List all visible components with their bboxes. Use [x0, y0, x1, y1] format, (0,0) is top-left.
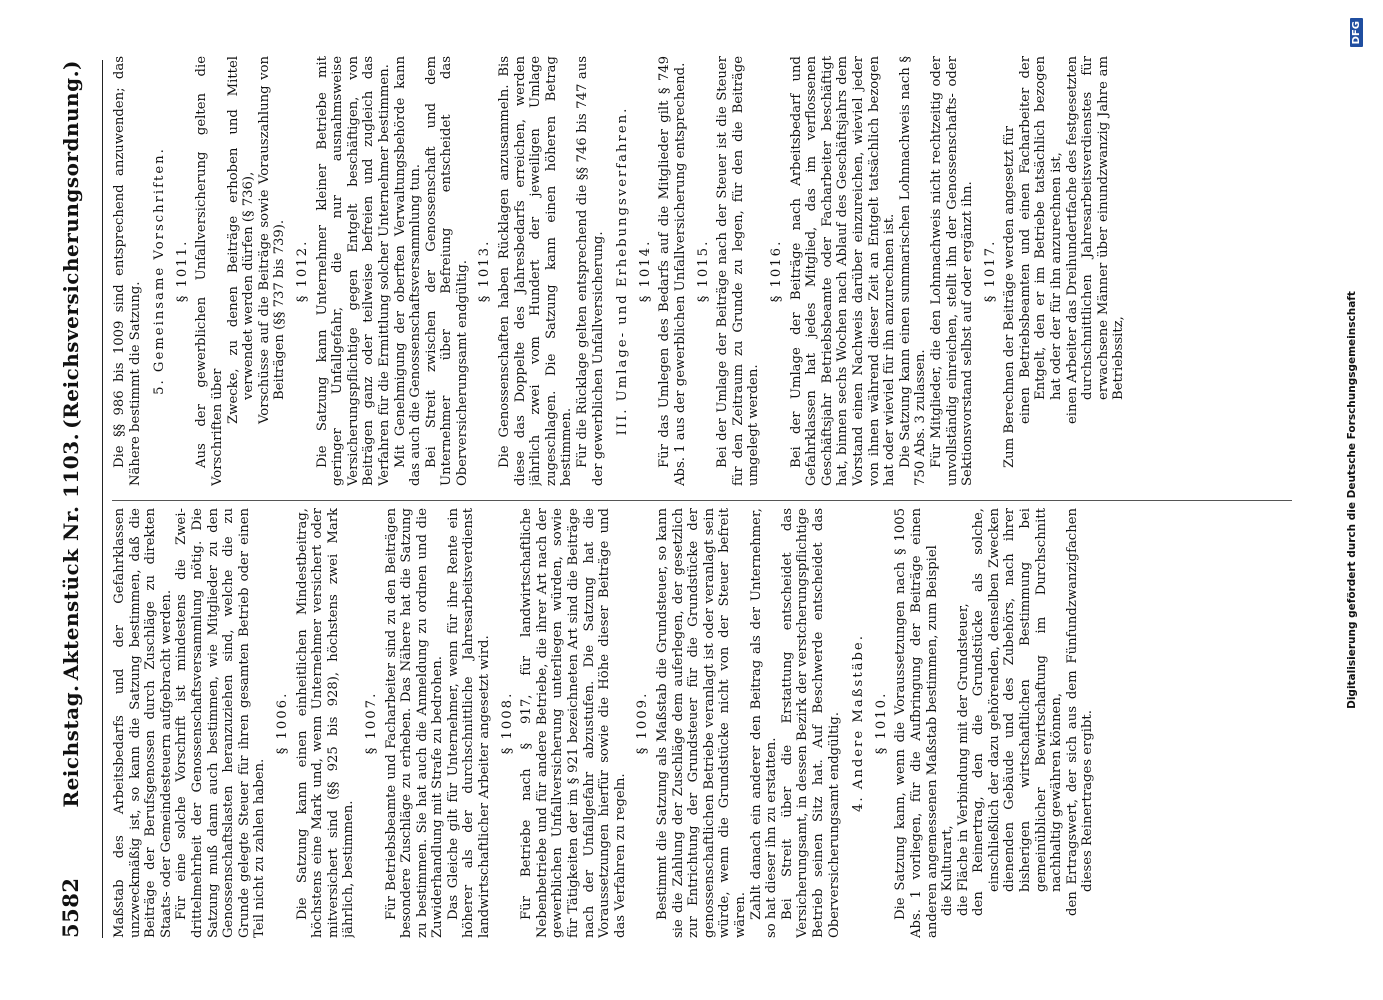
paragraph: Zahlt danach ein anderer den Beitrag als der Unternehmer, so hat dieser ihn zu erstatten. — [748, 508, 780, 938]
paragraph: Die Satzung kann einen einheitlichen Mindestbeitrag, höchstens eine Mark und, wenn Unternehmer versichert oder mitversichert sind (§§ 925 bis 928), höchstens zwei Mark jährlich, bestimmen. — [294, 508, 357, 938]
paragraph: Aus der gewerblichen Unfallversicherung gelten die Vorschriften über — [194, 56, 225, 486]
paragraph: Bei Streit zwischen der Genossenschaft und dem Unternehmer über Befreiung entscheidet das Oberversicherungsamt endgültig. — [423, 56, 470, 486]
section-number: § 1015. — [695, 239, 711, 303]
paragraph: Die Satzung kann, wenn die Voraussetzungen nach § 1005 Abs. 1 vorliegen, für die Aufbringung der Beiträge einen anderen angemessenen Maßstab bestimmen, zum Beispiel — [893, 508, 940, 938]
header-title-aktenstueck: Aktenstück Nr. 1103. — [59, 432, 83, 681]
paragraph: Für Mitglieder, die den Lohnnachweis nicht rechtzeitig oder unvollständig einreichen, stellt ihn der Genossenschafts- oder Sektionsvorstand selbst auf oder ergänzt ihn. — [928, 56, 976, 486]
digitization-credit: Digitalisierung gefördert durch die Deutsche Forschungsgemeinschaft — [1346, 291, 1358, 709]
left-column — [112, 508, 1312, 938]
paragraph: Die §§ 986 bis 1009 sind entsprechend anzuwenden; das Nähere bestimmt die Satzung. — [112, 56, 143, 486]
paragraph: Für eine solche Vorschrift ist mindestens die Zwei-drittelmehrheit der Genossenschaftsversammlung nötig. Die Satzung muß dann auch bestimmen, wie Mitglieder zu den Genossenschaftslasten heranzuziehen sind, welche die zu Grunde gelegte Steuer für ihren gesamten Betrieb oder einen Teil nicht zu zahlen haben. — [174, 508, 268, 938]
list-item: einen Arbeiter das Dreihundertfache des festgesetzten durchschnittlichen Jahresarbeitsverdienstes für erwachsene Männer über einundzwanzig Jahre am Betriebssitz, — [1064, 56, 1127, 424]
right-column — [112, 56, 1312, 486]
dfg-logo: DFG — [1350, 18, 1363, 47]
paragraph: Bestimmt die Satzung als Maßstab die Grundsteuer, so kann sie die Zahlung der Zuschläge dem auferlegen, der gesetzlich zur Entrichtung der Grundsteuer für die Grundstücke der genossenschaftlichen Betriebe veranlagt ist oder veranlagt sein würde, wenn die Grundstücke nicht von der Steuer befreit wären. — [655, 508, 748, 938]
list-item: den Reinertrag, den die Grundstücke als solche, einschließlich der dazu gehörenden, denselben Zwecken dienenden Gebäude und des Zubehörs, nach ihrer bisherigen wirtschaftlichen Bestimmung bei gemeinüblicher Bewirtschaftung im Durchschnitt nachhaltig gewähren können, — [971, 508, 1065, 916]
paragraph: Die Satzung kann einen summarischen Lohnnachweis nach § 750 Abs. 3 zulassen. — [897, 56, 929, 486]
paragraph: Maßstab des Arbeitsbedarfs und der Gefahrklassen unzweckmäßig ist, so kann die Satzung bestimmen, daß die Beiträge der Berufsgenossen durch Zuschläge zu direkten Staats- oder Gemeindesteuern aufgebracht werden. — [112, 508, 174, 938]
paragraph: Bei der Umlage der Beiträge nach Arbeitsbedarf und Gefahrklassen hat jedes Mitglied, das im verflossenen Geschäftsjahr Betriebsbeamte oder Facharbeiter beschäftigt hat, binnen sechs Wochen nach Ablauf des Geschäftsjahrs dem Vorstand einen Nachweis darüber einzureichen, wieviel jeder von ihnen während dieser Zeit an Entgelt tatsächlich bezogen hat oder wieviel für ihn anzurechnen ist. — [788, 56, 898, 486]
section-number: § 1014. — [637, 239, 653, 303]
section-number: § 1011. — [174, 239, 190, 303]
paragraph: Das Gleiche gilt für Unternehmer, wenn für ihre Rente ein höherer als der durchschnittliche Jahresarbeitsverdienst landwirtschaftlicher Arbeiter angesetzt wird. — [445, 508, 493, 938]
paragraph: Für die Rücklage gelten entsprechend die §§ 746 bis 747 aus der gewerblichen Unfallversicherung. — [575, 56, 606, 486]
paragraph: Für Betriebe nach § 917, für landwirtschaftliche Nebenbetriebe und für andere Betriebe, die ihrer Art nach der gewerblichen Unfallversicherung unterliegen würden, sowie für Tätigkeiten der im § 921 bezeichneten Art sind die Beiträge nach der Unfallgefahr abzustufen. Die Satzung hat die Voraussetzungen hierfür sowie die Höhe dieser Beiträge und das Verfahren zu regeln. — [519, 508, 628, 938]
section-number: § 1009. — [635, 691, 651, 755]
paragraph: Die Genossenschaften haben Rücklagen anzusammeln. Bis diese das Doppelte des Jahresbedarfs erreichen, werden jährlich zwei vom Hundert der jeweiligen Umlage zugeschlagen. Die Satzung kann einen höheren Betrag bestimmen. — [497, 56, 575, 486]
section-number: § 1016. — [768, 239, 784, 303]
paragraph: Für Betriebsbeamte und Facharbeiter sind zu den Beiträgen besondere Zuschläge zu erheben. Das Nähere hat die Satzung zu bestimmen. Sie hat auch die Anmeldung zu ordnen und die Zuwiderhandlung mit Strafe zu bedrohen. — [383, 508, 446, 938]
page-header — [58, 60, 98, 938]
section-heading: 5. Gemeinsame Vorschriften. — [152, 147, 168, 395]
section-number: § 1013. — [477, 239, 493, 303]
header-title-reichstag: Reichstag. — [59, 684, 83, 808]
list-item: den Ertragswert, der sich aus dem Fünfundzwanzigfachen dieses Reinertrages ergibt. — [1064, 508, 1096, 916]
section-number: § 1010. — [873, 691, 889, 755]
page-number: 5582 — [58, 877, 83, 938]
paragraph: Zum Berechnen der Beiträge werden angesetzt für — [1002, 125, 1018, 468]
section-number: § 1007. — [363, 691, 379, 755]
paragraph: Für das Umlegen des Bedarfs auf die Mitglieder gilt § 749 Abs. 1 aus der gewerblichen Unfallversicherung entsprechend. — [657, 56, 688, 486]
section-number: § 1017. — [982, 239, 998, 303]
list-item: einen Betriebsbeamten und einen Facharbeiter der Entgelt, den er im Betriebe tatsächlich bezogen hat oder der für ihn anzurechnen ist, — [1017, 56, 1065, 424]
section-number: § 1012. — [294, 239, 310, 303]
list-item: Zwecke, zu denen Beiträge erhoben und Mittel verwendet werden dürfen (§ 736), — [225, 56, 257, 424]
section-number: § 1006. — [274, 691, 290, 755]
section-heading: 4. Andere Maßstäbe. — [851, 634, 867, 812]
list-item: die Fläche in Verbindung mit der Grundsteuer, — [955, 603, 971, 916]
paragraph: Bei der Umlage der Beiträge nach der Steuer ist die Steuer für den Zeitraum zu Grunde zu legen, für den die Beiträge umgelegt werden. — [715, 56, 762, 486]
header-rule — [102, 60, 103, 938]
section-number: § 1008. — [499, 691, 515, 755]
list-item: die Kulturart, — [940, 825, 956, 916]
paragraph: Bei Streit über die Erstattung entscheidet das Versicherungsamt, in dessen Bezirk der verstcherungspflichtige Betrieb seinen Sitz hat. Auf Beschwerde entscheidet das Oberversicherungsamt endgültig. — [779, 508, 842, 938]
header-left-group — [58, 684, 83, 938]
column-separator — [112, 500, 1292, 501]
list-item: Vorschüsse auf die Beiträge sowie Vorauszahlung von Beiträgen (§§ 737 bis 739). — [256, 56, 288, 424]
section-heading: III. Umlage- und Erhebungsverfahren. — [615, 106, 631, 436]
paragraph: Mit Genehmigung der oberften Verwaltungsbehörde kann das auch die Genossenschaftsversammlung tun. — [392, 56, 424, 486]
paragraph: Die Satzung kann Unternehmer kleiner Betriebe mit geringer Unfallgefahr, die nur ausnahmsweise Versicherungspflichtige gegen Entgelt beschäftigen, von Beiträgen ganz oder teilweise befreien und zugleich das Verfahren für die Ermittlung solcher Unternehmer bestimmen. — [314, 56, 392, 486]
header-title-rvo: (Reichsversicherungsordnung.) — [59, 60, 83, 429]
